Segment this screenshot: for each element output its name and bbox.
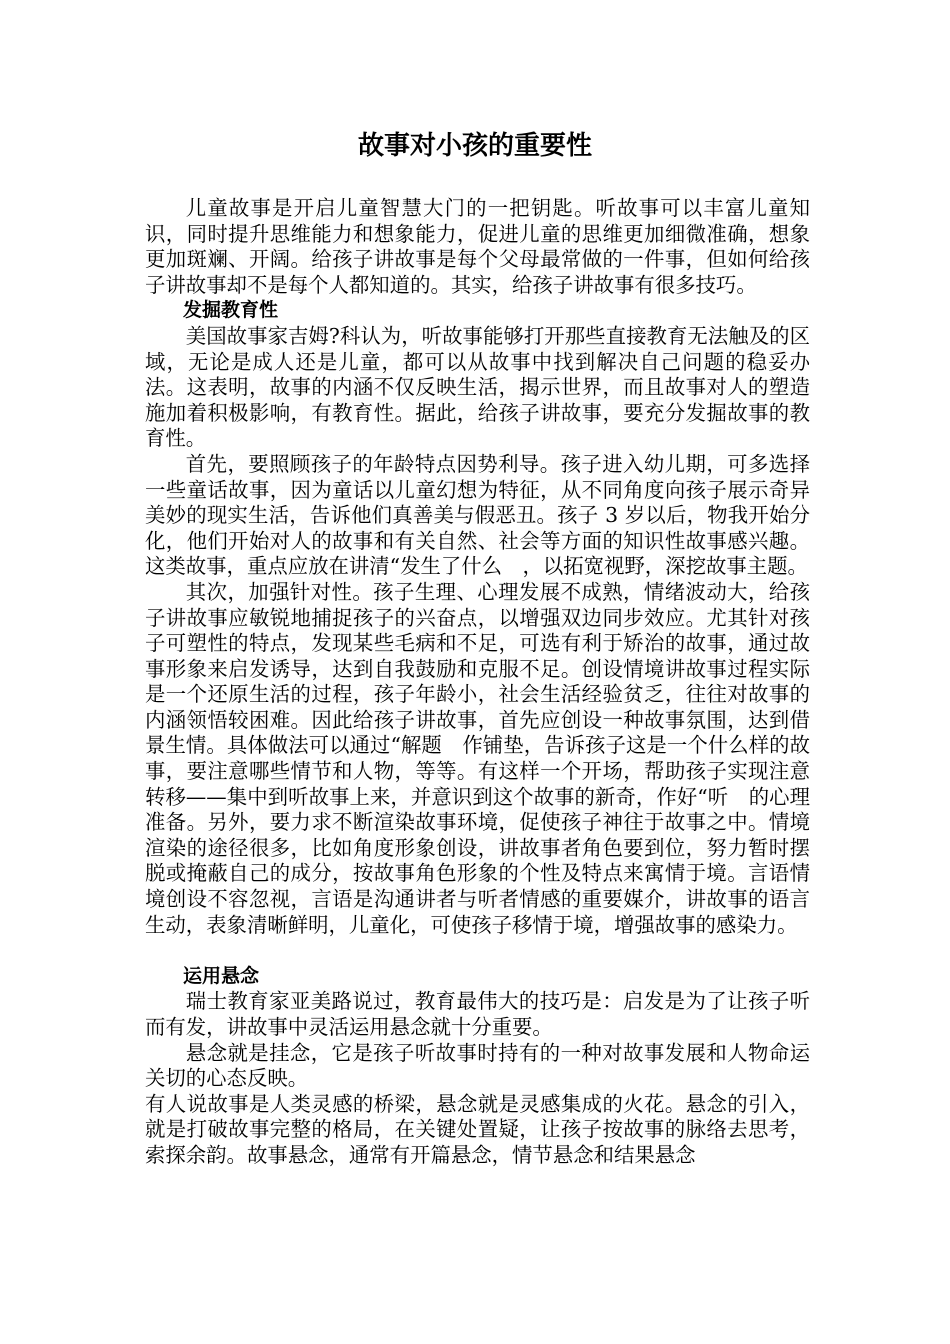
document-title: 故事对小孩的重要性: [357, 131, 592, 161]
intro-paragraph: 儿童故事是开启儿童智慧大门的一把钥匙。听故事可以丰富儿童知识，同时提升思维能力和想象能力，促进儿童的思维更加细微准确，想象更加斑斓、开阔。给孩子讲故事是每个父母最常做的一件事，但如何给孩子讲故事却不是每个人都知道的。其实，给孩子讲故事有很多技巧。: [145, 196, 810, 297]
body-paragraph: 悬念就是挂念，它是孩子听故事时持有的一种对故事发展和人物命运关切的心态反映。: [145, 1040, 810, 1091]
section-heading-education: 发掘教育性: [183, 299, 279, 322]
document-body: [145, 196, 810, 1169]
body-paragraph: 首先，要照顾孩子的年龄特点因势利导。孩子进入幼儿期，可多选择一些童话故事，因为童话以儿童幻想为特征，从不同角度向孩子展示奇异美妙的现实生活，告诉他们真善美与假恶丑。孩子 3 岁以后，物我开始分化，他们开始对人的故事和有关自然、社会等方面的知识性故事感兴趣。这类故事，重点应放在讲清“发生了什么 ，以拓宽视野，深挖故事主题。: [145, 451, 810, 579]
body-paragraph: 其次，加强针对性。孩子生理、心理发展不成熟，情绪波动大，给孩子讲故事应敏锐地捕捉孩子的兴奋点，以增强双边同步效应。尤其针对孩子可塑性的特点，发现某些毛病和不足，可选有利于矫治的故事，通过故事形象来启发诱导，达到自我鼓励和克服不足。创设情境讲故事过程实际是一个还原生活的过程，孩子年龄小，社会生活经验贫乏，往往对故事的内涵领悟较困难。因此给孩子讲故事，首先应创设一种故事氛围，达到借景生情。具体做法可以通过“解题 作铺垫，告诉孩子这是一个什么样的故事，要注意哪些情节和人物，等等。有这样一个开场，帮助孩子实现注意转移——集中到听故事上来，并意识到这个故事的新奇，作好“听 的心理准备。另外，要力求不断渲染故事环境，促使孩子神往于故事之中。情境渲染的途径很多，比如角度形象创设，讲故事者角色要到位，努力暂时摆脱或掩蔽自己的成分，按故事角色形象的个性及特点来寓情于境。言语情境创设不容忽视，言语是沟通讲者与听者情感的重要媒介，讲故事的语言生动，表象清晰鲜明，儿童化，可使孩子移情于境，增强故事的感染力。: [145, 579, 810, 937]
body-paragraph: 美国故事家吉姆?科认为，听故事能够打开那些直接教育无法触及的区域，无论是成人还是儿童，都可以从故事中找到解决自己问题的稳妥办法。这表明，故事的内涵不仅反映生活，揭示世界，而且故事对人的塑造施加着积极影响，有教育性。据此，给孩子讲故事，要充分发掘故事的教育性。: [145, 323, 810, 451]
body-paragraph: 瑞士教育家亚美路说过，教育最伟大的技巧是：启发是为了让孩子听而有发，讲故事中灵活运用悬念就十分重要。: [145, 989, 810, 1039]
blank-line: [145, 938, 810, 964]
section-heading-suspense: 运用悬念: [183, 964, 260, 987]
body-paragraph-unindented: 有人说故事是人类灵感的桥梁，悬念就是灵感集成的火花。悬念的引入，就是打破故事完整的格局，在关键处置疑，让孩子按故事的脉络去思考，索探余韵。故事悬念，通常有开篇悬念，情节悬念和结果悬念: [145, 1091, 810, 1167]
